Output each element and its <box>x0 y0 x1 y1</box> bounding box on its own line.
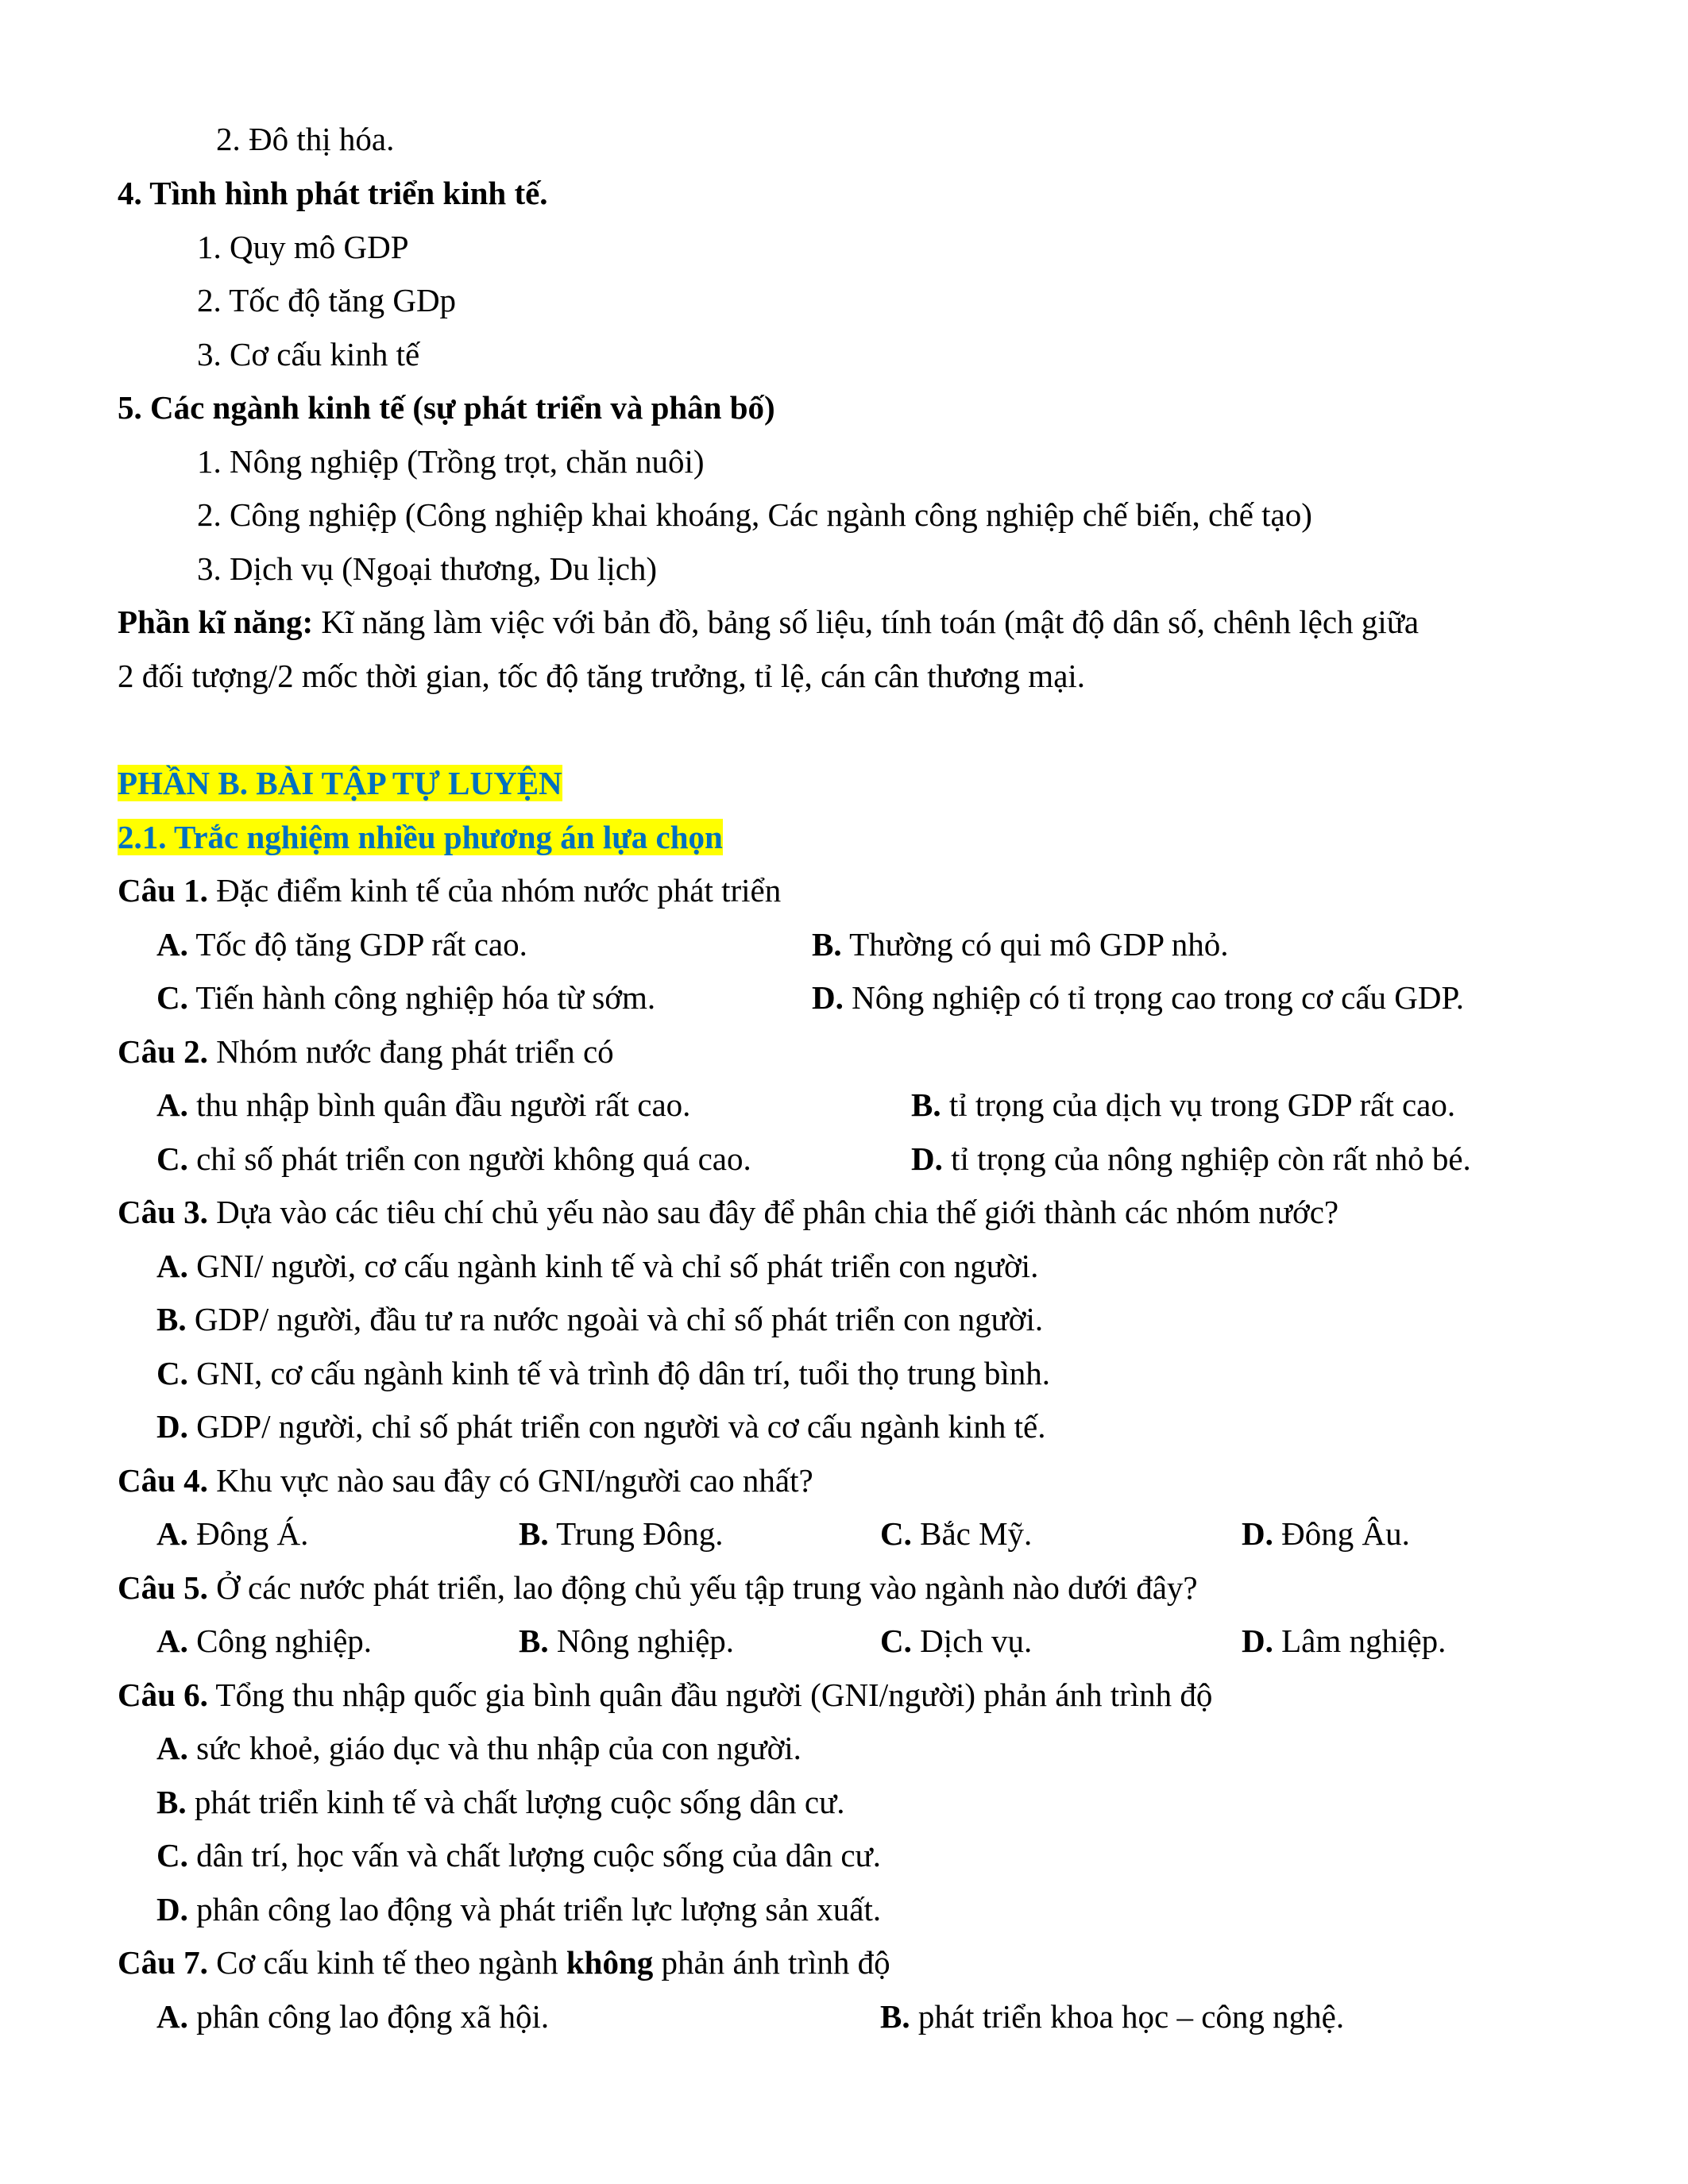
question-emphasis: không <box>566 1944 654 1981</box>
section-4-heading: 4. Tình hình phát triển kinh tế. <box>118 175 548 211</box>
option-letter: A. <box>156 1248 188 1284</box>
outline-item-urbanization: 2. Đô thị hóa. <box>216 121 395 157</box>
question-text: Khu vực nào sau đây có GNI/người cao nhất? <box>207 1462 813 1499</box>
option-text: thu nhập bình quân đầu người rất cao. <box>187 1086 691 1123</box>
question-4 <box>118 1460 813 1501</box>
option-text: Dịch vụ. <box>911 1623 1033 1659</box>
option-letter: A. <box>156 926 188 963</box>
option-letter: D. <box>1242 1515 1273 1552</box>
q1-option-b[interactable] <box>812 924 1229 965</box>
question-text: phản ánh trình độ <box>653 1944 890 1981</box>
q5-option-c[interactable] <box>880 1620 1032 1661</box>
question-text: Nhóm nước đang phát triển có <box>207 1033 614 1070</box>
q5-option-a[interactable] <box>156 1620 372 1661</box>
option-text: phát triển khoa học – công nghệ. <box>910 1998 1345 2035</box>
q3-option-d[interactable] <box>156 1406 1045 1447</box>
option-text: Trung Đông. <box>548 1515 724 1552</box>
option-text: GNI, cơ cấu ngành kinh tế và trình độ dân trí, tuổi thọ trung bình. <box>187 1355 1051 1391</box>
section-4-item-3: 3. Cơ cấu kinh tế <box>197 336 420 372</box>
question-6 <box>118 1674 1212 1715</box>
question-label: Câu 5. <box>118 1569 208 1606</box>
part-b-title-text: PHẦN B. BÀI TẬP TỰ LUYỆN <box>118 765 562 801</box>
option-text: Thường có qui mô GDP nhỏ. <box>841 926 1229 963</box>
option-text: Nông nghiệp có tỉ trọng cao trong cơ cấu GDP. <box>843 979 1465 1016</box>
option-text: phân công lao động xã hội. <box>187 1998 550 2035</box>
section-5-item-1: 1. Nông nghiệp (Trồng trọt, chăn nuôi) <box>197 443 705 480</box>
option-text: Bắc Mỹ. <box>911 1515 1033 1552</box>
option-text: Đông Á. <box>187 1515 309 1552</box>
section-4-item-1: 1. Quy mô GDP <box>197 229 409 265</box>
q6-option-d[interactable] <box>156 1889 881 1930</box>
q3-option-c[interactable] <box>156 1352 1050 1394</box>
option-letter: D. <box>1242 1623 1273 1659</box>
option-letter: A. <box>156 1086 188 1123</box>
q4-option-d[interactable] <box>1242 1513 1410 1554</box>
q2-option-c[interactable] <box>156 1138 751 1179</box>
option-text: Nông nghiệp. <box>548 1623 735 1659</box>
option-letter: C. <box>156 1355 188 1391</box>
option-letter: A. <box>156 1623 188 1659</box>
option-letter: C. <box>156 1837 188 1873</box>
q1-option-a[interactable] <box>156 924 527 965</box>
question-label: Câu 7. <box>118 1944 208 1981</box>
option-text: phát triển kinh tế và chất lượng cuộc sống dân cư. <box>186 1784 845 1820</box>
option-letter: D. <box>156 1408 188 1445</box>
option-text: Công nghiệp. <box>187 1623 373 1659</box>
option-letter: B. <box>156 1784 187 1820</box>
option-letter: C. <box>880 1515 912 1552</box>
q6-option-a[interactable] <box>156 1727 802 1769</box>
question-text: Cơ cấu kinh tế theo ngành <box>207 1944 566 1981</box>
option-letter: B. <box>880 1998 910 2035</box>
part-b-subtitle <box>118 816 723 858</box>
q4-option-a[interactable] <box>156 1513 308 1554</box>
q2-option-d[interactable] <box>911 1138 1471 1179</box>
q3-option-a[interactable] <box>156 1245 1038 1287</box>
question-label: Câu 3. <box>118 1194 208 1230</box>
option-text: Tốc độ tăng GDP rất cao. <box>187 926 527 963</box>
question-label: Câu 2. <box>118 1033 208 1070</box>
option-letter: B. <box>519 1515 549 1552</box>
question-text: Ở các nước phát triển, lao động chủ yếu tập trung vào ngành nào dưới đây? <box>207 1569 1198 1606</box>
question-1 <box>118 870 781 911</box>
skills-text: Kĩ năng làm việc với bản đồ, bảng số liệu, tính toán (mật độ dân số, chênh lệch giữa <box>313 604 1420 640</box>
q7-option-b[interactable] <box>880 1996 1344 2037</box>
option-letter: D. <box>911 1140 943 1177</box>
option-letter: D. <box>156 1891 188 1927</box>
option-letter: B. <box>812 926 842 963</box>
option-text: phân công lao động và phát triển lực lượng sản xuất. <box>187 1891 882 1927</box>
question-text: Đặc điểm kinh tế của nhóm nước phát triển <box>207 872 782 909</box>
question-5 <box>118 1567 1198 1608</box>
section-4-item-2: 2. Tốc độ tăng GDp <box>197 282 457 318</box>
option-letter: D. <box>812 979 844 1016</box>
option-text: Lâm nghiệp. <box>1273 1623 1447 1659</box>
skills-label: Phần kĩ năng: <box>118 604 314 640</box>
q6-option-c[interactable] <box>156 1835 881 1876</box>
q5-option-b[interactable] <box>519 1620 734 1661</box>
question-7 <box>118 1942 890 1983</box>
option-letter: A. <box>156 1515 188 1552</box>
q4-option-c[interactable] <box>880 1513 1032 1554</box>
q1-option-c[interactable] <box>156 977 655 1018</box>
question-label: Câu 1. <box>118 872 208 909</box>
question-3 <box>118 1191 1338 1233</box>
section-5-item-2: 2. Công nghiệp (Công nghiệp khai khoáng, Các ngành công nghiệp chế biến, chế tạo) <box>197 496 1312 533</box>
option-text: tỉ trọng của nông nghiệp còn rất nhỏ bé. <box>942 1140 1471 1177</box>
q3-option-b[interactable] <box>156 1298 1043 1340</box>
option-letter: C. <box>156 1140 188 1177</box>
option-letter: B. <box>156 1301 187 1337</box>
question-text: Dựa vào các tiêu chí chủ yếu nào sau đây để phân chia thế giới thành các nhóm nước? <box>207 1194 1339 1230</box>
section-5-item-3: 3. Dịch vụ (Ngoại thương, Du lịch) <box>197 550 658 587</box>
part-b-title <box>118 762 562 804</box>
option-letter: A. <box>156 1998 188 2035</box>
q2-option-b[interactable] <box>911 1084 1455 1125</box>
option-text: tỉ trọng của dịch vụ trong GDP rất cao. <box>941 1086 1456 1123</box>
option-text: dân trí, học vấn và chất lượng cuộc sống của dân cư. <box>187 1837 882 1873</box>
option-letter: C. <box>156 979 188 1016</box>
q7-option-a[interactable] <box>156 1996 549 2037</box>
skills-paragraph-line-2: 2 đối tượng/2 mốc thời gian, tốc độ tăng trưởng, tỉ lệ, cán cân thương mại. <box>118 658 1086 694</box>
question-label: Câu 4. <box>118 1462 208 1499</box>
question-text: Tổng thu nhập quốc gia bình quân đầu người (GNI/người) phản ánh trình độ <box>207 1677 1213 1713</box>
option-letter: A. <box>156 1730 188 1766</box>
section-5-heading: 5. Các ngành kinh tế (sự phát triển và phân bố) <box>118 389 775 426</box>
option-letter: B. <box>519 1623 549 1659</box>
option-text: Đông Âu. <box>1273 1515 1410 1552</box>
q5-option-d[interactable] <box>1242 1620 1446 1661</box>
question-label: Câu 6. <box>118 1677 208 1713</box>
option-text: GNI/ người, cơ cấu ngành kinh tế và chỉ số phát triển con người. <box>187 1248 1039 1284</box>
option-letter: C. <box>880 1623 912 1659</box>
option-letter: B. <box>911 1086 941 1123</box>
question-2 <box>118 1031 614 1072</box>
q2-option-a[interactable] <box>156 1084 690 1125</box>
option-text: GDP/ người, đầu tư ra nước ngoài và chỉ số phát triển con người. <box>186 1301 1044 1337</box>
q4-option-b[interactable] <box>519 1513 723 1554</box>
option-text: chỉ số phát triển con người không quá cao. <box>187 1140 751 1177</box>
option-text: Tiến hành công nghiệp hóa từ sớm. <box>187 979 656 1016</box>
q6-option-b[interactable] <box>156 1781 845 1823</box>
option-text: sức khoẻ, giáo dục và thu nhập của con người. <box>187 1730 802 1766</box>
option-text: GDP/ người, chỉ số phát triển con người và cơ cấu ngành kinh tế. <box>187 1408 1046 1445</box>
q1-option-d[interactable] <box>812 977 1464 1018</box>
part-b-subtitle-text: 2.1. Trắc nghiệm nhiều phương án lựa chọn <box>118 819 723 855</box>
skills-paragraph-line-1 <box>118 601 1419 642</box>
